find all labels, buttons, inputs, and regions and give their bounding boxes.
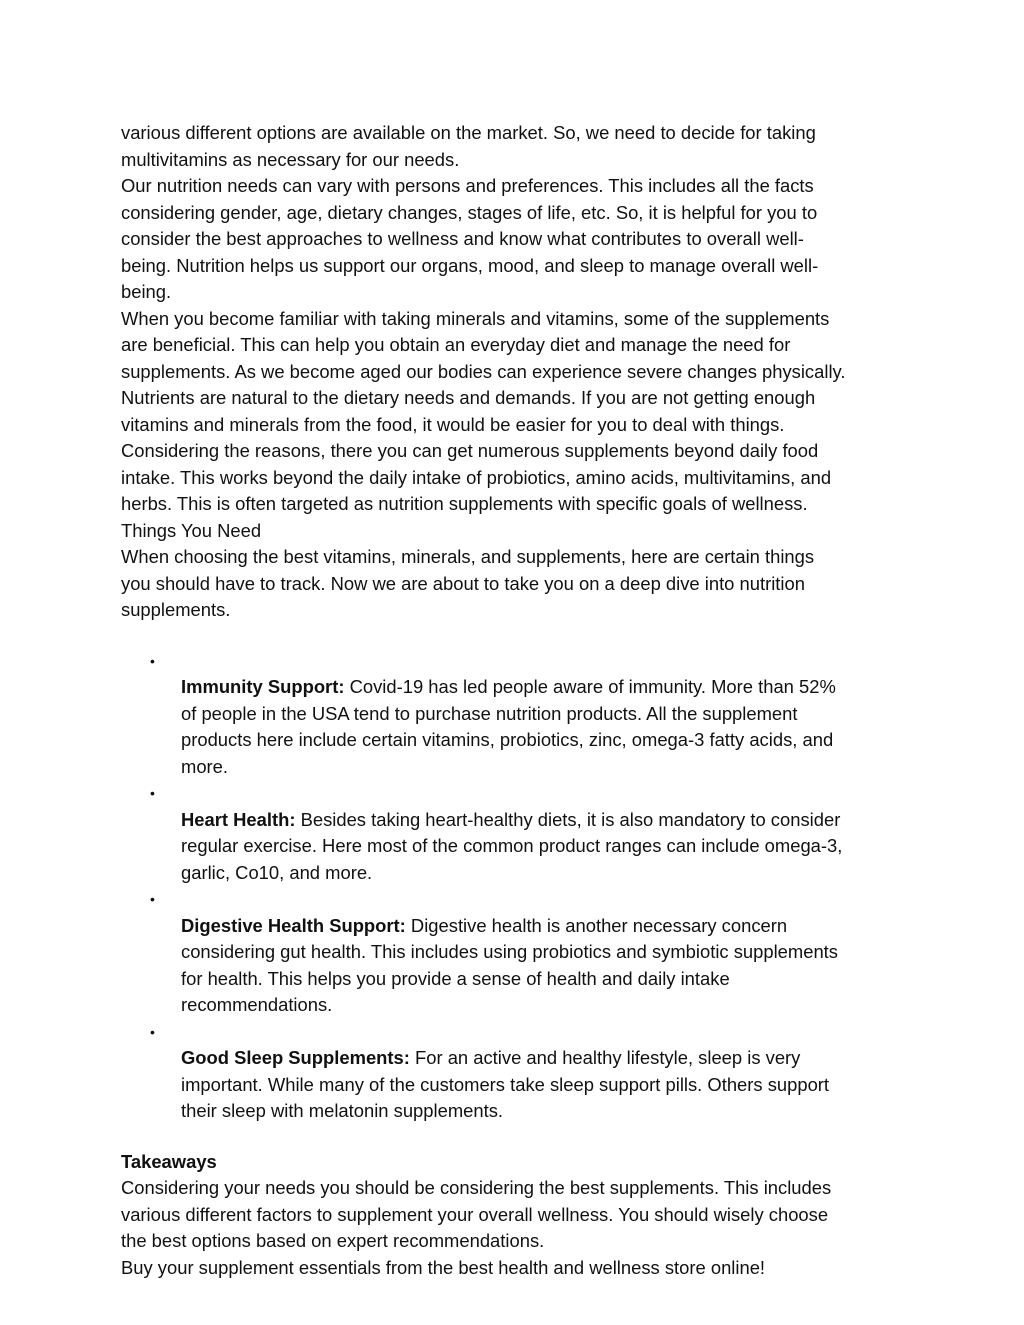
takeaways-heading: Takeaways (121, 1150, 217, 1172)
list-item-text: Besides taking heart-healthy diets, it is also mandatory to consider regular exercise. Here most of the common product ranges can include omega-3, garlic, Co10, and more. (181, 808, 843, 883)
bullet-icon: • (150, 1023, 155, 1040)
list-item (121, 886, 911, 1019)
closing-paragraph: Buy your supplement essentials from the best health and wellness store online! (121, 1256, 766, 1278)
list-item (121, 1019, 911, 1125)
bullet-icon: • (150, 891, 155, 907)
minerals-vitamins-paragraph: When you become familiar with taking minerals and vitamins, some of the supplements are beneficial. This can help you obtain an everyday diet and manage the need for supplements. As we become aged our bodies can experience severe changes physically. Nutrients are natural to the dietary needs and demands. If you are not getting enough vitamins and minerals from the food, it would be easier for you to deal with things. Considering the reasons, there you can get numerous supplements beyond daily food intake. This works beyond the daily intake of probiotics, amino acids, multivitamins, and herbs. This is often targeted as nutrition supplements with specific goals of wellness. (121, 307, 846, 514)
supplement-list (121, 648, 911, 1125)
list-item-title: Immunity Support: (181, 676, 345, 697)
list-item-text: For an active and healthy lifestyle, sleep is very important. While many of the customers take sleep support pills. Others support their sleep with melatonin supplements. (181, 1047, 830, 1121)
list-item-title: Good Sleep Supplements: (181, 1047, 410, 1068)
list-item-title: Heart Health: (181, 808, 296, 830)
bullet-icon: • (150, 652, 155, 669)
things-you-need-subheading: Things You Need (121, 519, 262, 541)
document-page (121, 120, 911, 1281)
list-item-text: Covid-19 has led people aware of immunity. More than 52% of people in the USA tend to purchase nutrition products. All the supplement products here include certain vitamins, probiotics, zinc, omega-3 fatty acids, and more. (181, 676, 836, 777)
list-item-text: Digestive health is another necessary concern considering gut health. This includes using probiotics and symbiotic supplements for health. This helps you provide a sense of health and daily intake recommendations. (181, 914, 838, 1015)
list-item (121, 780, 911, 886)
intro-paragraph: various different options are available on the market. So, we need to decide for taking multivitamins as necessary for our needs. (121, 122, 816, 170)
takeaways-paragraph: Considering your needs you should be considering the best supplements. This includes various different factors to supplement your overall wellness. You should wisely choose the best options based on expert recommendations. (121, 1177, 832, 1251)
list-item (121, 648, 911, 781)
choosing-supplements-paragraph: When choosing the best vitamins, minerals, and supplements, here are certain things you should have to track. Now we are about to take you on a deep dive into nutrition supplements. (121, 546, 815, 620)
nutrition-needs-paragraph: Our nutrition needs can vary with persons and preferences. This includes all the facts considering gender, age, dietary changes, stages of life, etc. So, it is helpful for you to consider the best approaches to wellness and know what contributes to overall well- being. Nutrition helps us support our organs, mood, and sleep to manage overall well- being. (121, 175, 819, 302)
list-item-title: Digestive Health Support: (181, 914, 406, 936)
bullet-icon: • (150, 785, 155, 801)
